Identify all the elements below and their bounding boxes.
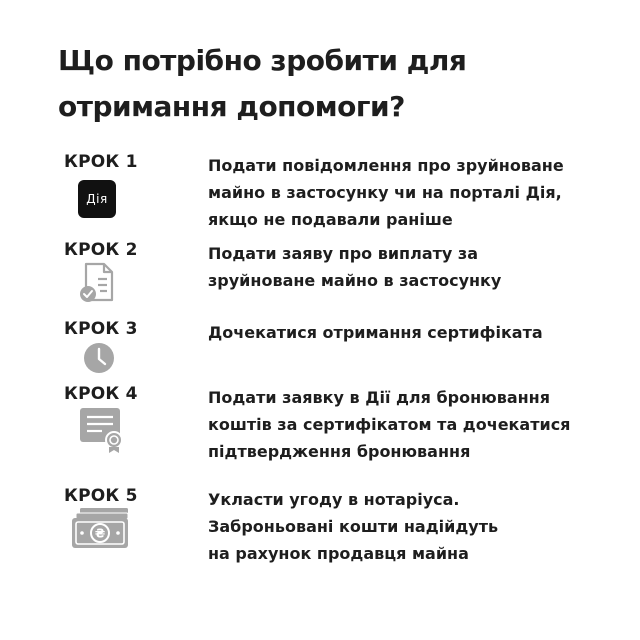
step-5-label: КРОК 5 [64,486,138,506]
step-2-text: Подати заяву про виплату за зруйноване майно в застосунку [208,244,502,290]
document-check-icon [78,262,118,302]
step-4 [64,384,584,464]
step-3-label: КРОК 3 [64,319,138,339]
step-2 [64,240,584,310]
step-5 [64,486,584,566]
step-4-text: Подати заявку в Дії для бронювання коштів за сертифікатом та дочекатися підтвердження бронювання [208,388,571,461]
step-3 [64,319,584,375]
step-2-label: КРОК 2 [64,240,138,260]
certificate-icon [78,406,118,446]
banknotes-icon [70,506,132,550]
step-3-text: Дочекатися отримання сертифіката [208,323,543,342]
step-5-text: Укласти угоду в нотаріуса. Заброньовані кошти надійдуть на рахунок продавця майна [208,490,499,563]
step-4-label: КРОК 4 [64,384,138,404]
diia-app-icon [78,180,118,220]
clock-icon [82,341,122,381]
step-1-label: КРОК 1 [64,152,138,172]
diia-badge-text: Дія [78,180,116,218]
page-title: Що потрібно зробити для отримання допомоги? [58,44,467,123]
step-1 [64,152,584,232]
step-1-text: Подати повідомлення про зруйноване майно в застосунку чи на порталі Дія, якщо не подавали раніше [208,156,564,229]
hryvnia-sign: ₴ [94,526,106,541]
